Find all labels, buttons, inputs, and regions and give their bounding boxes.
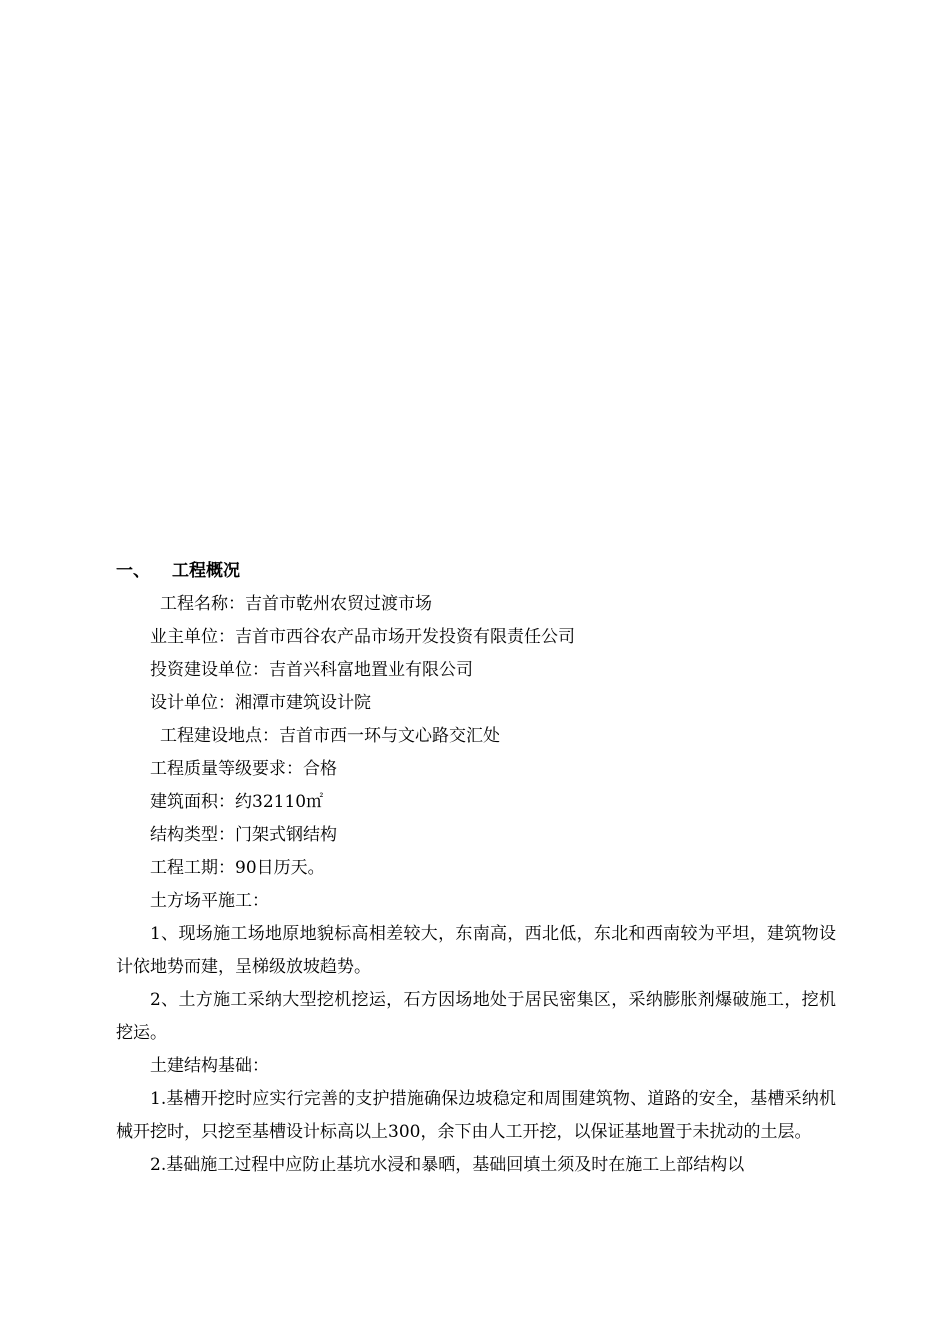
paragraph-earthwork-1: 1、现场施工场地原地貌标高相差较大，东南高，西北低，东北和西南较为平坦，建筑物设计依地势而建，呈梯级放坡趋势。 [116, 924, 836, 977]
document-body [116, 556, 836, 1182]
investor-unit-line: 投资建设单位：吉首兴科富地置业有限公司 [150, 660, 473, 680]
quality-line: 工程质量等级要求：合格 [150, 759, 337, 779]
paragraph-earthwork-2: 2、土方施工采纳大型挖机挖运，石方因场地处于居民密集区，采纳膨胀剂爆破施工，挖机挖运。 [116, 990, 836, 1043]
paragraph-foundation-2: 2.基础施工过程中应防止基坑水浸和暴晒，基础回填土须及时在施工上部结构以 [150, 1155, 745, 1175]
duration-line: 工程工期：90日历天。 [150, 858, 325, 878]
section-title: 工程概况 [172, 560, 240, 581]
location-line: 工程建设地点：吉首市西一环与文心路交汇处 [160, 726, 500, 746]
area-line: 建筑面积：约32110㎡ [150, 792, 324, 812]
foundation-heading: 土建结构基础： [150, 1056, 269, 1076]
earthwork-heading: 土方场平施工： [150, 891, 269, 911]
design-unit-line: 设计单位：湘潭市建筑设计院 [150, 693, 371, 713]
section-heading [116, 556, 836, 586]
project-name-line: 工程名称：吉首市乾州农贸过渡市场 [160, 594, 432, 614]
structure-type-line: 结构类型：门架式钢结构 [150, 825, 337, 845]
owner-unit-line: 业主单位：吉首市西谷农产品市场开发投资有限责任公司 [150, 627, 575, 647]
paragraph-foundation-1: 1.基槽开挖时应实行完善的支护措施确保边坡稳定和周围建筑物、道路的安全，基槽采纳机械开挖时，只挖至基槽设计标高以上300，余下由人工开挖，以保证基地置于未扰动的土层。 [116, 1089, 836, 1142]
section-number: 一、 [116, 560, 150, 581]
